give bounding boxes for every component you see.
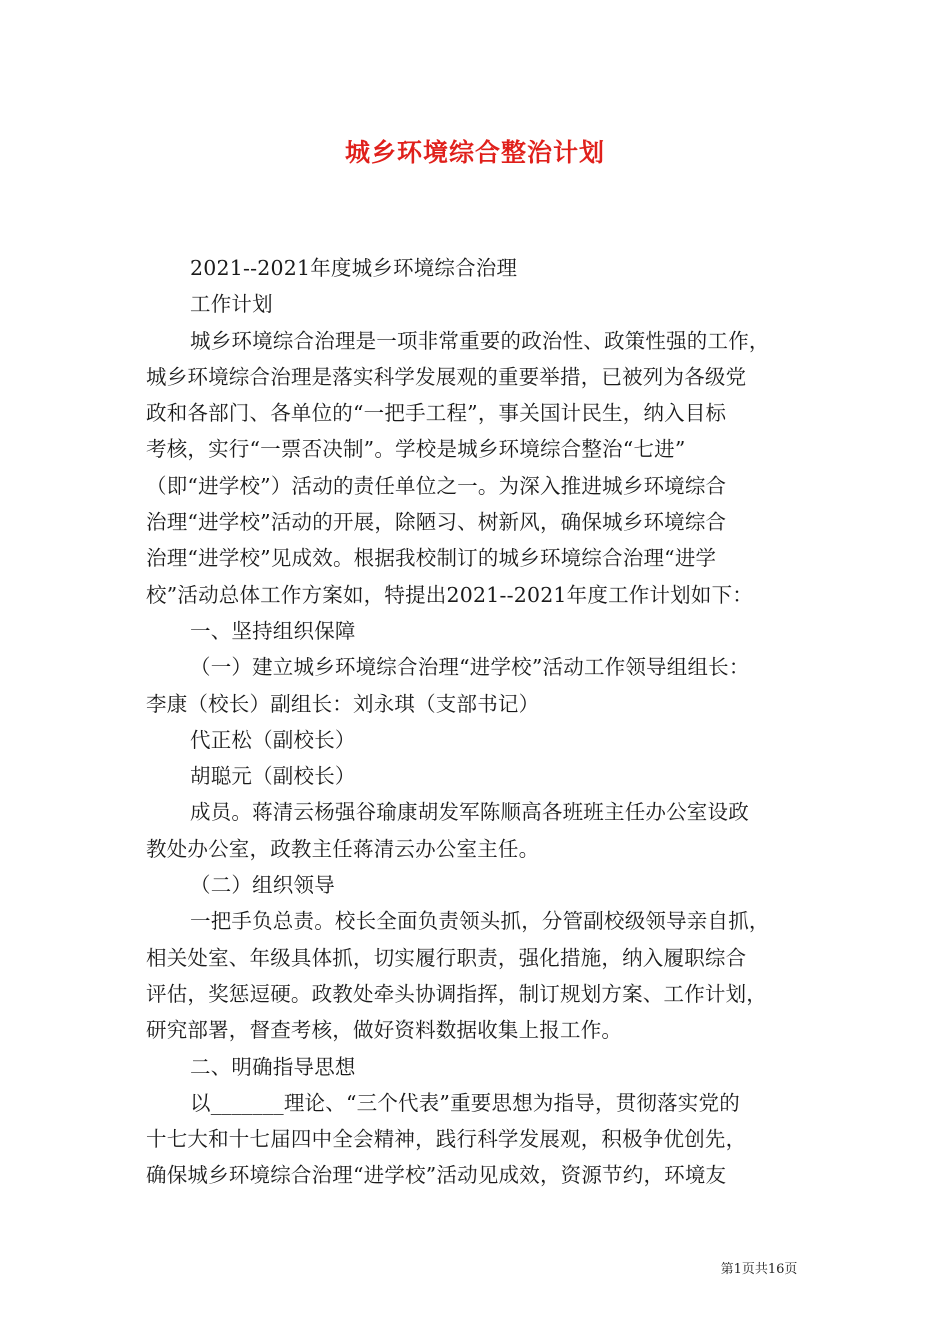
text-line: 治理“进学校”活动的开展，除陋习、树新风，确保城乡环境综合 bbox=[146, 510, 727, 535]
text-line: 李康（校长）副组长：刘永琪（支部书记） bbox=[146, 691, 540, 716]
text-line: 城乡环境综合治理是落实科学发展观的重要举措，已被列为各级党 bbox=[146, 364, 747, 389]
text-line: 十七大和十七届四中全会精神，践行科学发展观，积极争优创先， bbox=[146, 1127, 747, 1152]
text-line: （二）组织领导 bbox=[190, 873, 335, 898]
document-title: 城乡环境综合整治计划 bbox=[344, 138, 605, 167]
text-line: （即“进学校”）活动的责任单位之一。为深入推进城乡环境综合 bbox=[146, 473, 727, 498]
page-number: 第1页共16页 bbox=[720, 1262, 798, 1277]
text-line: 教处办公室，政教主任蒋清云办公室主任。 bbox=[146, 836, 540, 861]
document-body bbox=[146, 250, 810, 1194]
text-line: 治理“进学校”见成效。根据我校制订的城乡环境综合治理“进学 bbox=[146, 546, 717, 571]
text-line: 研究部署，督查考核，做好资料数据收集上报工作。 bbox=[146, 1018, 623, 1043]
text-line: 胡聪元（副校长） bbox=[190, 764, 356, 789]
text-line: 工作计划 bbox=[190, 292, 273, 317]
text-line: 考核，实行“一票否决制”。学校是城乡环境综合整治“七进” bbox=[146, 437, 686, 462]
text-line: 校”活动总体工作方案如，特提出2021--2021年度工作计划如下： bbox=[146, 582, 753, 607]
text-line: 城乡环境综合治理是一项非常重要的政治性、政策性强的工作， bbox=[190, 328, 770, 353]
text-line: 政和各部门、各单位的“一把手工程”，事关国计民生，纳入目标 bbox=[146, 401, 727, 426]
text-line: 代正松（副校长） bbox=[190, 727, 356, 752]
text-line: 2021--2021年度城乡环境综合治理 bbox=[190, 256, 518, 280]
text-line: 一把手负总责。校长全面负责领头抓，分管副校级领导亲自抓， bbox=[190, 909, 770, 934]
text-line: （一）建立城乡环境综合治理“进学校”活动工作领导组组长： bbox=[190, 655, 750, 680]
text-line: 一、坚持组织保障 bbox=[190, 618, 356, 643]
text-line: 以_______理论、“三个代表”重要思想为指导，贯彻落实党的 bbox=[190, 1090, 740, 1115]
text-line: 成员。蒋清云杨强谷瑜康胡发军陈顺高各班班主任办公室设政 bbox=[190, 800, 749, 825]
text-line: 确保城乡环境综合治理“进学校”活动见成效，资源节约，环境友 bbox=[146, 1163, 727, 1188]
text-line: 相关处室、年级具体抓，切实履行职责，强化措施，纳入履职综合 bbox=[146, 945, 747, 970]
text-line: 二、明确指导思想 bbox=[190, 1054, 356, 1079]
text-line: 评估，奖惩逗硬。政教处牵头协调指挥，制订规划方案、工作计划， bbox=[146, 981, 767, 1006]
